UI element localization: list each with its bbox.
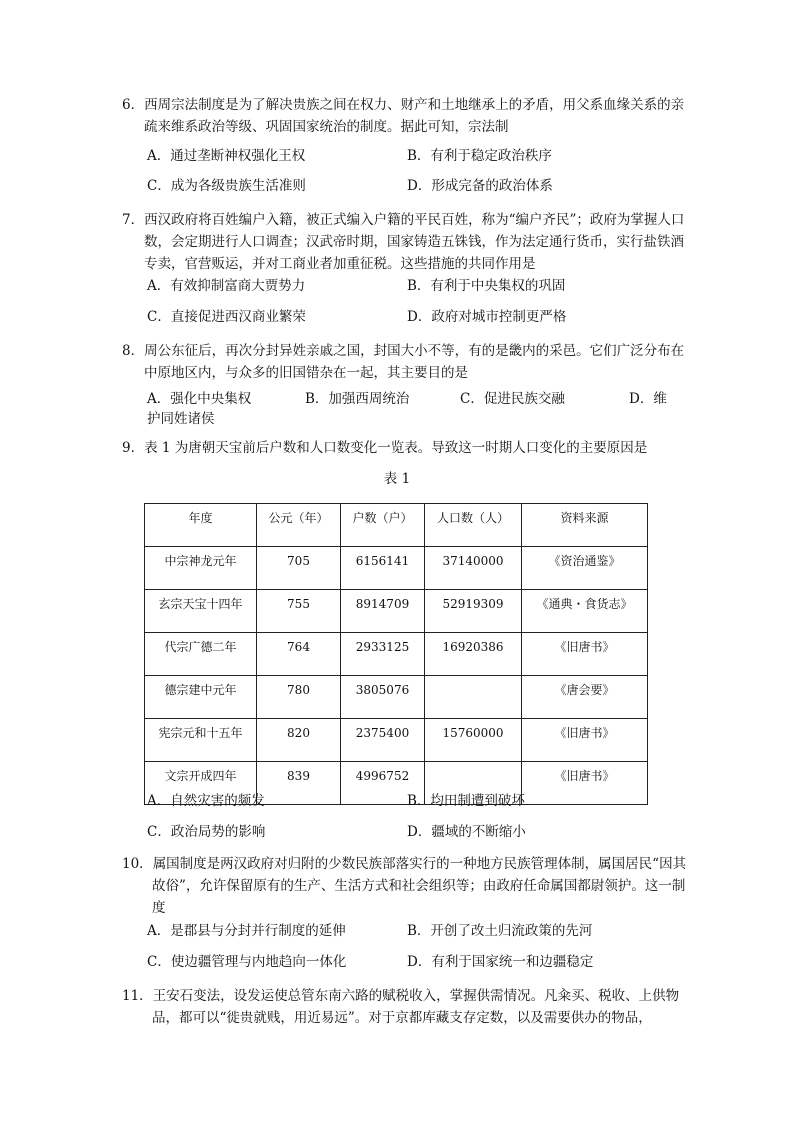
option-d[interactable]: D．有利于国家统一和边疆稳定 (407, 954, 594, 970)
question-number: 7． (122, 212, 145, 228)
cell-population (425, 676, 522, 719)
cell-households: 4996752 (341, 762, 425, 805)
option-d[interactable]: D．形成完备的政治体系 (407, 178, 553, 194)
option-b[interactable]: B．有利于稳定政治秩序 (407, 148, 552, 164)
cell-year: 文宗开成四年 (145, 762, 257, 805)
cell-year: 德宗建中元年 (145, 676, 257, 719)
option-d[interactable]: D．政府对城市控制更严格 (407, 309, 567, 325)
question-stem: 周公东征后，再次分封异姓亲戚之国，封国大小不等，有的是畿内的采邑。它们广泛分布在中原地区内，与众多的旧国错杂在一起，其主要目的是 (144, 343, 685, 381)
option-a[interactable]: A．自然灾害的频发 (147, 793, 265, 809)
option-d[interactable]: D．疆域的不断缩小 (407, 824, 526, 840)
table-row (145, 633, 648, 676)
option-c[interactable]: C．使边疆管理与内地趋向一体化 (147, 954, 347, 970)
option-b[interactable]: B．开创了改土归流政策的先河 (407, 923, 593, 939)
cell-population: 15760000 (425, 719, 522, 762)
option-b[interactable]: B．有利于中央集权的巩固 (407, 278, 566, 294)
header-source: 资料来源 (522, 504, 648, 547)
question-11 (122, 985, 692, 1029)
cell-households: 8914709 (341, 590, 425, 633)
cell-ad: 820 (257, 719, 341, 762)
option-d-continued: 护同姓诸侯 (147, 411, 215, 427)
population-table (144, 503, 648, 805)
option-d[interactable]: D．维 (629, 391, 667, 407)
header-population: 人口数（人） (425, 504, 522, 547)
cell-population: 16920386 (425, 633, 522, 676)
option-b[interactable]: B．均田制遭到破坏 (407, 793, 525, 809)
cell-households: 3805076 (341, 676, 425, 719)
cell-year: 代宗广德二年 (145, 633, 257, 676)
option-a[interactable]: A．通过垄断神权强化王权 (147, 148, 306, 164)
cell-year: 中宗神龙元年 (145, 547, 257, 590)
table-row (145, 676, 648, 719)
cell-ad: 764 (257, 633, 341, 676)
cell-source: 《通典・食货志》 (522, 590, 648, 633)
cell-source: 《唐会要》 (522, 676, 648, 719)
cell-population: 52919309 (425, 590, 522, 633)
table-row (145, 547, 648, 590)
cell-source: 《旧唐书》 (522, 633, 648, 676)
table-caption: 表 1 (383, 471, 411, 487)
cell-population: 37140000 (425, 547, 522, 590)
question-number: 8． (122, 343, 145, 359)
table-header-row (145, 504, 648, 547)
question-10 (122, 853, 692, 919)
question-stem: 西周宗法制度是为了解决贵族之间在权力、财产和土地继承上的矛盾，用父系血缘关系的亲疏来维系政治等级、巩固国家统治的制度。据此可知，宗法制 (144, 97, 685, 135)
question-stem: 王安石变法，设发运使总管东南六路的赋税收入，掌握供需情况。凡籴买、税收、上供物品，都可以“徙贵就贱，用近易远”。对于京都库藏支存定数，以及需要供办的物品， (152, 988, 680, 1026)
option-c[interactable]: C．政治局势的影响 (147, 824, 266, 840)
question-stem: 西汉政府将百姓编户入籍，被正式编入户籍的平民百姓，称为“编户齐民”；政府为掌握人口数，会定期进行人口调查；汉武帝时期，国家铸造五铢钱，作为法定通行货币，实行盐铁酒专卖，官营贩运，并对工商业者加重征税。这些措施的共同作用是 (144, 212, 685, 272)
question-stem: 属国制度是两汉政府对归附的少数民族部落实行的一种地方民族管理体制，属国居民“因其故俗”，允许保留原有的生产、生活方式和社会组织等；由政府任命属国都尉领护。这一制度 (152, 856, 687, 916)
option-a[interactable]: A．是郡县与分封并行制度的延伸 (147, 923, 346, 939)
cell-households: 6156141 (341, 547, 425, 590)
question-number: 9． (122, 440, 145, 456)
question-8 (122, 340, 692, 384)
cell-households: 2375400 (341, 719, 425, 762)
cell-source: 《旧唐书》 (522, 719, 648, 762)
option-c[interactable]: C．直接促进西汉商业繁荣 (147, 309, 306, 325)
option-c[interactable]: C．促进民族交融 (460, 391, 565, 407)
question-6 (122, 94, 692, 138)
header-year: 年度 (145, 504, 257, 547)
table-row (145, 590, 648, 633)
header-ad: 公元（年） (257, 504, 341, 547)
header-households: 户数（户） (341, 504, 425, 547)
cell-ad: 780 (257, 676, 341, 719)
option-a[interactable]: A．有效抑制富商大贾势力 (147, 278, 306, 294)
cell-ad: 705 (257, 547, 341, 590)
cell-year: 玄宗天宝十四年 (145, 590, 257, 633)
question-7 (122, 209, 692, 275)
question-number: 11． (122, 988, 153, 1004)
cell-source: 《资治通鉴》 (522, 547, 648, 590)
question-number: 6． (122, 97, 145, 113)
cell-year: 宪宗元和十五年 (145, 719, 257, 762)
question-stem: 表 1 为唐朝天宝前后户数和人口数变化一览表。导致这一时期人口变化的主要原因是 (144, 440, 648, 456)
cell-source: 《旧唐书》 (522, 762, 648, 805)
table-row (145, 719, 648, 762)
cell-ad: 839 (257, 762, 341, 805)
option-a[interactable]: A．强化中央集权 (147, 391, 252, 407)
question-number: 10． (122, 856, 153, 872)
question-9 (122, 437, 692, 459)
option-b[interactable]: B．加强西周统治 (305, 391, 410, 407)
cell-ad: 755 (257, 590, 341, 633)
cell-households: 2933125 (341, 633, 425, 676)
option-c[interactable]: C．成为各级贵族生活准则 (147, 178, 306, 194)
